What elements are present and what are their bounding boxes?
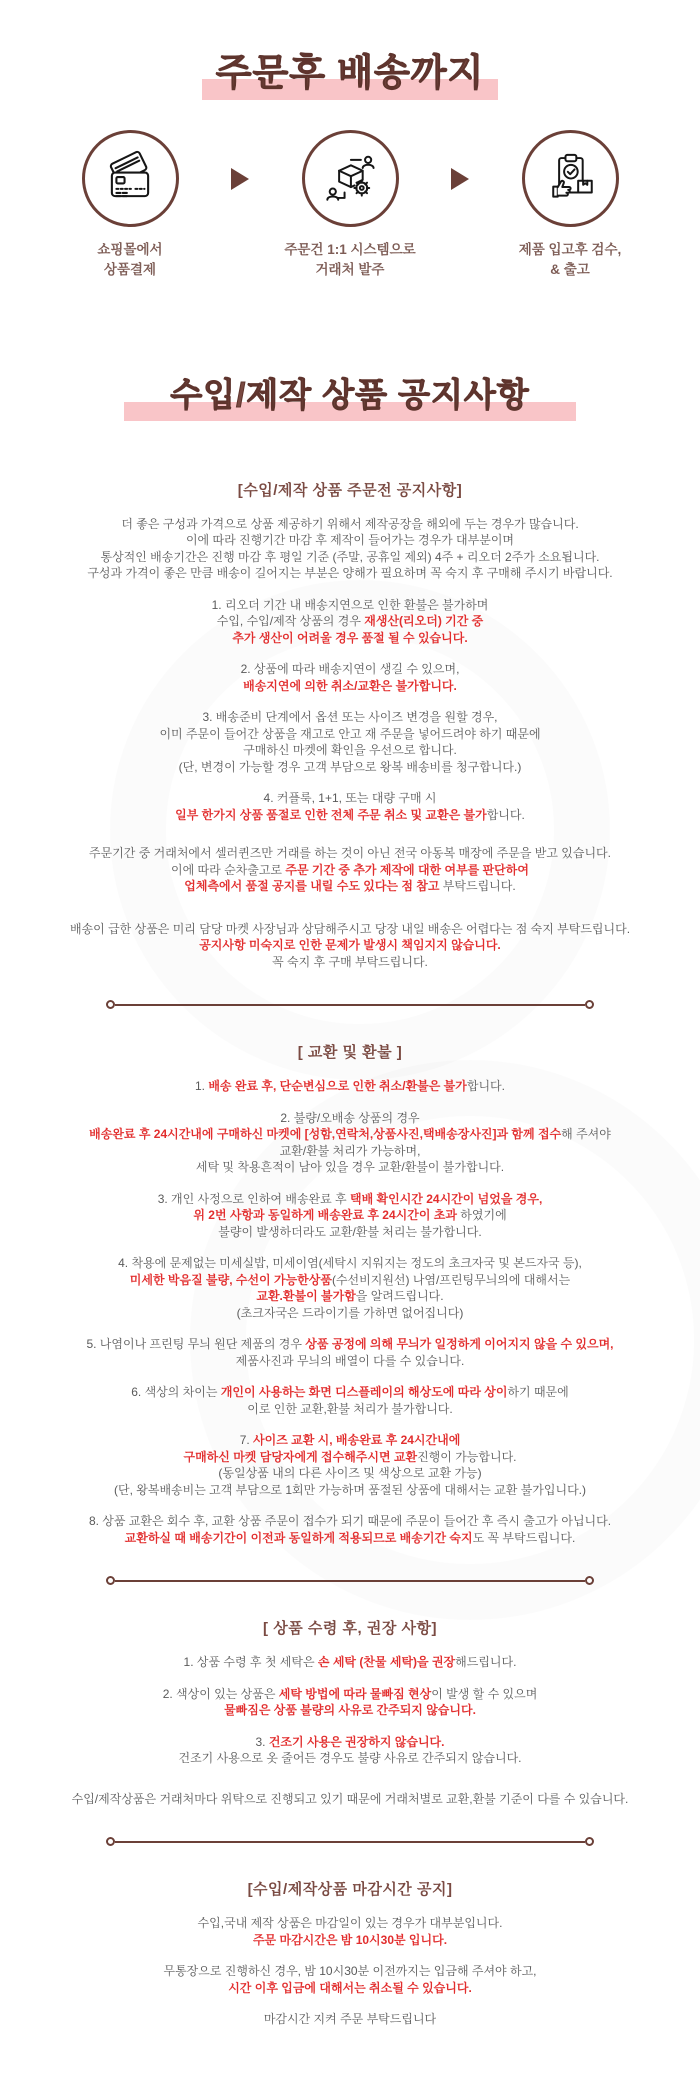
notice-text: 구성과 가격이 좋은 만큼 배송이 길어지는 부분은 양해가 필요하며 꼭 숙지 후 구매해 주시기 바랍니다.	[87, 566, 613, 581]
notice-paragraph	[20, 1734, 680, 1767]
section-heading: [ 상품 수령 후, 권장 사항]	[263, 1620, 437, 1638]
notice-text-red: 배송완료 후 24시간내에 구매하신 마켓에 [성함,연락처,상품사진,택배송장사진]과 함께 접수	[89, 1127, 562, 1142]
notice-line	[20, 1078, 680, 1095]
notice-text: 해드립니다.	[455, 1655, 517, 1670]
divider-dot	[585, 1000, 594, 1009]
section-divider	[106, 1576, 594, 1585]
divider-dot	[106, 1837, 115, 1846]
step-label	[519, 240, 622, 281]
notice-line	[20, 759, 680, 776]
divider-line	[115, 1004, 585, 1006]
notice-text: 교환/환불 처리가 가능하며,	[279, 1143, 421, 1158]
step-label-line: 제품 입고후 검수,	[518, 241, 622, 257]
notice-paragraph	[20, 597, 680, 647]
notice-line	[20, 937, 680, 954]
notice-text: 합니다.	[466, 1079, 505, 1094]
credit-card-icon	[82, 130, 179, 227]
notice-line	[20, 1159, 680, 1176]
divider-dot	[106, 1000, 115, 1009]
notice-text-red: 미세한 박음질 불량, 수선이 가능한상품	[129, 1272, 332, 1287]
notice-line	[20, 1686, 680, 1703]
notice-line	[20, 709, 680, 726]
notice-line	[20, 1110, 680, 1127]
arrow-right-icon	[451, 168, 469, 190]
notice-paragraph	[20, 845, 680, 895]
notice-line	[20, 845, 680, 862]
notice-line	[20, 1126, 680, 1143]
notice-paragraph	[20, 790, 680, 823]
notice-line	[20, 1384, 680, 1401]
notice-paragraph	[20, 661, 680, 694]
notice-text-red: 주문 마감시간은 밤 10시30분 입니다.	[252, 1932, 448, 1947]
notice-text: (초크자국은 드라이기를 가하면 없어집니다)	[236, 1305, 464, 1320]
notice-text: 1. 상품 수령 후 첫 세탁은	[183, 1655, 318, 1670]
notice-line	[20, 1288, 680, 1305]
divider-dot	[585, 1837, 594, 1846]
notice-paragraph	[20, 1432, 680, 1498]
step-label-line: & 출고	[550, 262, 590, 278]
notice-text: 진행이 가능합니다.	[417, 1449, 517, 1464]
step-label-line: 주문건 1:1 시스템으로	[284, 241, 416, 257]
page-title	[20, 52, 680, 100]
notice-line	[20, 1143, 680, 1160]
notice-line	[20, 954, 680, 971]
notice-line	[20, 613, 680, 630]
notice-text-red: 개인이 사용하는 화면 디스플레이의 해상도에 따라 상이	[220, 1385, 508, 1400]
step-inspection	[495, 130, 645, 281]
notice-text: 이에 따라 순차출고로	[171, 862, 286, 877]
notice-text-red: 구매하신 마켓 담당자에게 접수해주시면 교환	[183, 1449, 418, 1464]
step-label-line: 상품결제	[103, 262, 157, 278]
notice-sections	[20, 479, 680, 2028]
notice-text: (단, 왕복배송비는 고객 부담으로 1회만 가능하며 품절된 상품에 대해서는 교환 불가입니다.)	[114, 1482, 586, 1497]
notice-line	[20, 1530, 680, 1547]
notice-text-red: 업체측에서 품절 공지를 내릴 수도 있다는 점 참고	[184, 879, 440, 894]
notice-line	[20, 878, 680, 895]
notice-text: (수선비지원선) 나염/프린팅무늬의에 대해서는	[331, 1272, 571, 1287]
notice-text: 제품사진과 무늬의 배열이 다를 수 있습니다.	[235, 1353, 465, 1368]
notice-text-red: 사이즈 교환 시, 배송완료 후 24시간내에	[253, 1433, 461, 1448]
inspection-shipping-icon	[522, 130, 619, 227]
notice-text: 부탁드립니다.	[439, 879, 516, 894]
notice-text: 세탁 및 착용흔적이 남아 있을 경우 교환/환불이 불가합니다.	[195, 1160, 505, 1175]
notice-text: 1.	[195, 1079, 209, 1094]
divider-dot	[585, 1576, 594, 1585]
notice-text-red: 상품 공정에 의해 무늬가 일정하게 이어지지 않을 수 있으며,	[305, 1337, 614, 1352]
notice-text-red: 물빠짐은 상품 불량의 사유로 간주되지 않습니다.	[224, 1703, 476, 1718]
notice-paragraph	[20, 1191, 680, 1241]
notice-paragraph	[20, 2011, 680, 2028]
notice-text-red: 재생산(리오더) 기간 중	[364, 614, 484, 629]
notice-line	[20, 1272, 680, 1289]
notice-text: 구매하신 마켓에 확인을 우선으로 합니다.	[243, 743, 457, 758]
notice-line	[20, 790, 680, 807]
notice-text: 을 알려드립니다.	[355, 1289, 444, 1304]
divider-line	[115, 1841, 585, 1843]
notice-text-red: 시간 이후 입금에 대해서는 취소될 수 있습니다.	[228, 1980, 472, 1995]
notice-text: 이 발생 할 수 있으며	[431, 1686, 538, 1701]
notice-text: 수입,국내 제작 상품은 마감일이 있는 경우가 대부분입니다.	[197, 1916, 503, 1931]
notice-line	[20, 2011, 680, 2028]
notice-line	[20, 1734, 680, 1751]
notice-text: 도 꼭 부탁드립니다.	[472, 1530, 576, 1545]
notice-title-text: 수입/제작 상품 공지사항	[124, 376, 575, 421]
notice-paragraph	[20, 1791, 680, 1808]
notice-paragraph	[20, 1384, 680, 1417]
notice-text: (단, 변경이 가능할 경우 고객 부담으로 왕복 배송비를 청구합니다.)	[178, 759, 522, 774]
notice-paragraph	[20, 1654, 680, 1671]
section-heading: [수입/제작상품 마감시간 공지]	[247, 1881, 453, 1899]
notice-line	[20, 742, 680, 759]
notice-text: 하였기에	[456, 1208, 507, 1223]
notice-text: 5. 나염이나 프린팅 무늬 원단 제품의 경우	[86, 1337, 306, 1352]
notice-text: 주문기간 중 거래처에서 셀러퀸즈만 거래를 하는 것이 아닌 전국 아동복 매장에 주문을 받고 있습니다.	[89, 846, 611, 861]
notice-text-red: 교환.환불이 불가함	[256, 1289, 356, 1304]
notice-text-red: 손 세탁 (찬물 세탁)을 권장	[317, 1655, 456, 1670]
divider-dot	[106, 1576, 115, 1585]
section-heading: [ 교환 및 환불 ]	[297, 1044, 403, 1062]
notice-paragraph	[20, 516, 680, 582]
notice-text: (동일상품 내의 다른 사이즈 및 색상으로 교환 가능)	[218, 1466, 482, 1481]
notice-text-red: 배송지연에 의한 취소/교환은 불가합니다.	[243, 678, 457, 693]
section-divider	[106, 1837, 594, 1846]
notice-line	[20, 1401, 680, 1418]
notice-paragraph	[20, 1513, 680, 1546]
notice-text: 8. 상품 교환은 회수 후, 교환 상품 주문이 접수가 되기 때문에 주문이 들어간 후 즉시 출고가 아닙니다.	[88, 1514, 612, 1529]
notice-text: 3.	[255, 1734, 269, 1749]
notice-text: 2. 상품에 따라 배송지연이 생길 수 있으며,	[240, 662, 460, 677]
notice-text: 4. 커플룩, 1+1, 또는 대량 구매 시	[263, 791, 437, 806]
step-payment	[55, 130, 205, 281]
notice-line	[20, 807, 680, 824]
notice-text-red: 추가 생산이 어려울 경우 품절 될 수 있습니다.	[232, 630, 468, 645]
notice-text-red: 주문 기간 중 추가 제작에 대한 여부를 판단하여	[285, 862, 529, 877]
notice-text: 3. 개인 사정으로 인하여 배송완료 후	[157, 1191, 350, 1206]
notice-text: 2. 불량/오배송 상품의 경우	[280, 1110, 420, 1125]
notice-line	[20, 1224, 680, 1241]
step-order-system	[275, 130, 425, 281]
notice-line	[20, 565, 680, 582]
notice-paragraph	[20, 1915, 680, 1948]
notice-line	[20, 549, 680, 566]
notice-text-red: 교환하실 때 배송기간이 이전과 동일하게 적용되므로 배송기간 숙지	[124, 1530, 473, 1545]
notice-text-red: 위 2번 사항과 동일하게 배송완료 후 24시간이 초과	[193, 1208, 457, 1223]
notice-line	[20, 1191, 680, 1208]
notice-text: 1. 리오더 기간 내 배송지연으로 인한 환불은 불가하며	[211, 597, 489, 612]
notice-paragraph	[20, 1963, 680, 1996]
notice-text-red: 일부 한가지 상품 품절로 인한 전체 주문 취소 및 교환은 불가	[175, 807, 487, 822]
notice-line	[20, 1336, 680, 1353]
notice-text: 6. 색상의 차이는	[131, 1385, 221, 1400]
notice-line	[20, 921, 680, 938]
notice-line	[20, 1432, 680, 1449]
notice-line	[20, 597, 680, 614]
notice-paragraph	[20, 921, 680, 971]
notice-paragraph	[20, 709, 680, 775]
notice-line	[20, 516, 680, 533]
notice-line	[20, 1654, 680, 1671]
step-label	[284, 240, 415, 281]
divider-line	[115, 1580, 585, 1582]
notice-text: 수입/제작상품은 거래처마다 위탁으로 진행되고 있기 때문에 거래처별로 교환,환불 기준이 다를 수 있습니다.	[71, 1791, 629, 1806]
notice-line	[20, 1980, 680, 1997]
section-divider	[106, 1000, 594, 1009]
notice-text: 4. 착용에 문제없는 미세실밥, 미세이염(세탁시 지워지는 정도의 초크자국 및 본드자국 등),	[118, 1256, 582, 1271]
notice-text: 이미 주문이 들어간 상품을 재고로 안고 재 주문을 넣어드려야 하기 때문에	[159, 726, 541, 741]
notice-text: 더 좋은 구성과 가격으로 상품 제공하기 위해서 제작공장을 해외에 두는 경우가 많습니다.	[121, 516, 579, 531]
step-label	[97, 240, 162, 281]
notice-paragraph	[20, 1078, 680, 1095]
notice-line	[20, 678, 680, 695]
notice-line	[20, 1963, 680, 1980]
notice-text: 해 주셔야	[561, 1127, 611, 1142]
order-process-steps	[20, 130, 680, 281]
notice-line	[20, 862, 680, 879]
section-heading: [수입/제작 상품 주문전 공지사항]	[237, 481, 463, 499]
notice-line	[20, 1255, 680, 1272]
notice-text: 건조기 사용으로 옷 줄어든 경우도 불량 사유로 간주되지 않습니다.	[178, 1751, 522, 1766]
notice-line	[20, 1353, 680, 1370]
notice-text: 무통장으로 진행하신 경우, 밤 10시30분 이전까지는 입금해 주셔야 하고,	[163, 1964, 537, 1979]
notice-paragraph	[20, 1255, 680, 1321]
notice-text-red: 공지사항 미숙지로 인한 문제가 발생시 책임지지 않습니다.	[199, 938, 501, 953]
notice-text: 꼭 숙지 후 구매 부탁드립니다.	[272, 954, 428, 969]
notice-line	[20, 1915, 680, 1932]
notice-text: 이에 따라 진행기간 마감 후 제작이 들어가는 경우가 대부분이며	[185, 533, 515, 548]
page-title-text: 주문후 배송까지	[202, 52, 498, 100]
notice-text: 3. 배송준비 단계에서 옵션 또는 사이즈 변경을 원할 경우,	[202, 710, 498, 725]
notice-line	[20, 532, 680, 549]
notice-text-red: 배송 완료 후, 단순변심으로 인한 취소/환불은 불가	[208, 1079, 467, 1094]
step-label-line: 쇼핑몰에서	[97, 241, 163, 257]
notice-paragraph	[20, 1336, 680, 1369]
notice-text: 배송이 급한 상품은 미리 담당 마켓 사장님과 상담해주시고 당장 내일 배송은 어렵다는 점 숙지 부탁드립니다.	[69, 921, 631, 936]
notice-text-red: 건조기 사용은 권장하지 않습니다.	[268, 1734, 445, 1749]
notice-text: 7.	[239, 1433, 254, 1448]
notice-text: 이로 인한 교환,환불 처리가 불가합니다.	[247, 1401, 453, 1416]
step-label-line: 거래처 발주	[315, 262, 385, 278]
notice-text-red: 택배 확인시간 24시간이 넘었을 경우,	[350, 1191, 543, 1206]
notice-line	[20, 1513, 680, 1530]
notice-title	[20, 376, 680, 421]
notice-paragraph	[20, 1686, 680, 1719]
notice-text: 2. 색상이 있는 상품은	[162, 1686, 279, 1701]
notice-text-red: 세탁 방법에 따라 물빠짐 현상	[278, 1686, 432, 1701]
notice-text: 합니다.	[486, 807, 525, 822]
notice-line	[20, 1750, 680, 1767]
notice-line	[20, 1305, 680, 1322]
notice-text: 마감시간 지켜 주문 부탁드립니다	[263, 2012, 437, 2027]
notice-paragraph	[20, 1110, 680, 1176]
notice-line	[20, 630, 680, 647]
notice-line	[20, 1465, 680, 1482]
order-system-icon	[302, 130, 399, 227]
notice-line	[20, 1482, 680, 1499]
notice-line	[20, 1207, 680, 1224]
notice-line	[20, 1702, 680, 1719]
notice-line	[20, 1791, 680, 1808]
notice-line	[20, 1449, 680, 1466]
notice-line	[20, 1932, 680, 1949]
notice-line	[20, 726, 680, 743]
notice-text: 통상적인 배송기간은 진행 마감 후 평일 기준 (주말, 공휴일 제외) 4주 + 리오더 2주가 소요됩니다.	[100, 549, 600, 564]
notice-text: 수입, 수입/제작 상품의 경우	[216, 614, 365, 629]
arrow-right-icon	[231, 168, 249, 190]
notice-line	[20, 661, 680, 678]
notice-text: 하기 때문에	[507, 1385, 569, 1400]
notice-text: 불량이 발생하더라도 교환/환불 처리는 불가합니다.	[218, 1224, 482, 1239]
